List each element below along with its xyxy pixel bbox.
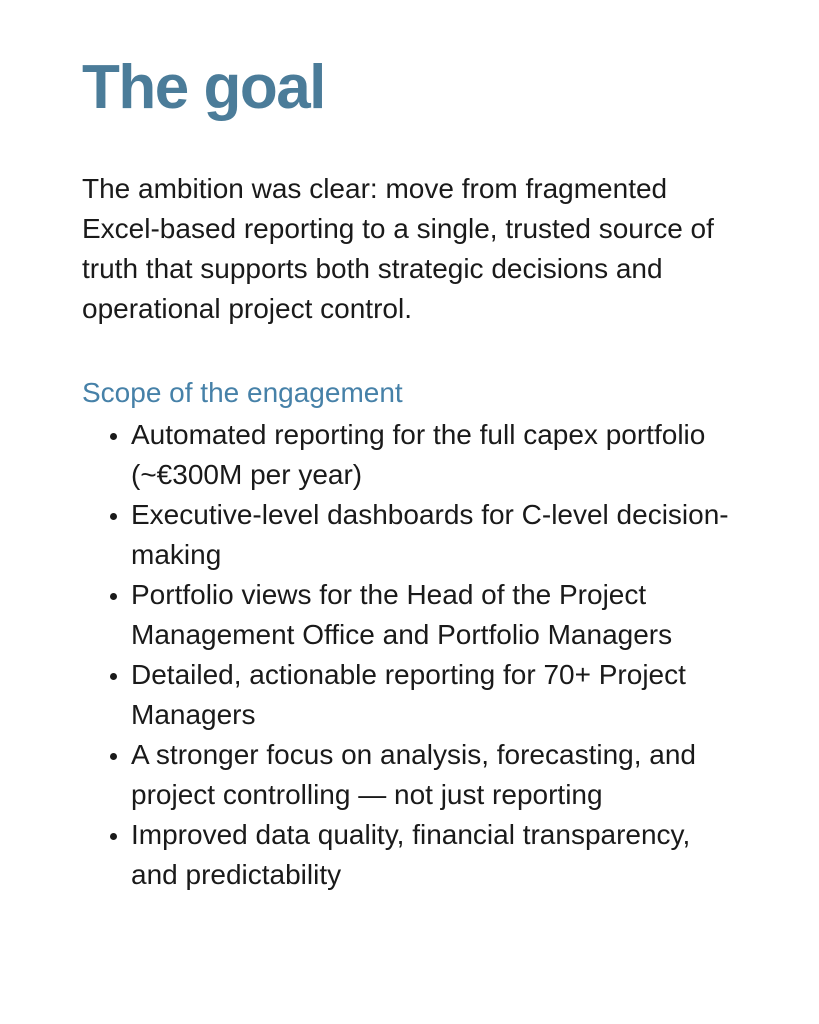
list-item: • Executive-level dashboards for C-level decision-making <box>131 495 738 575</box>
page-title: The goal <box>82 53 325 122</box>
list-item: • Detailed, actionable reporting for 70+ Project Managers <box>131 655 738 735</box>
section-heading: Scope of the engagement <box>82 377 403 408</box>
list-item: • A stronger focus on analysis, forecasting, and project controlling — not just reporting <box>131 735 738 815</box>
scope-list <box>82 415 738 895</box>
intro-paragraph: The ambition was clear: move from fragmented Excel-based reporting to a single, trusted source of truth that supports both strategic decisions and operational project control. <box>82 173 714 324</box>
list-item: • Improved data quality, financial transparency, and predictability <box>131 815 738 895</box>
list-item: • Portfolio views for the Head of the Project Management Office and Portfolio Managers <box>131 575 738 655</box>
content-column <box>82 53 738 895</box>
list-item: • Automated reporting for the full capex portfolio (~€300M per year) <box>131 415 738 495</box>
